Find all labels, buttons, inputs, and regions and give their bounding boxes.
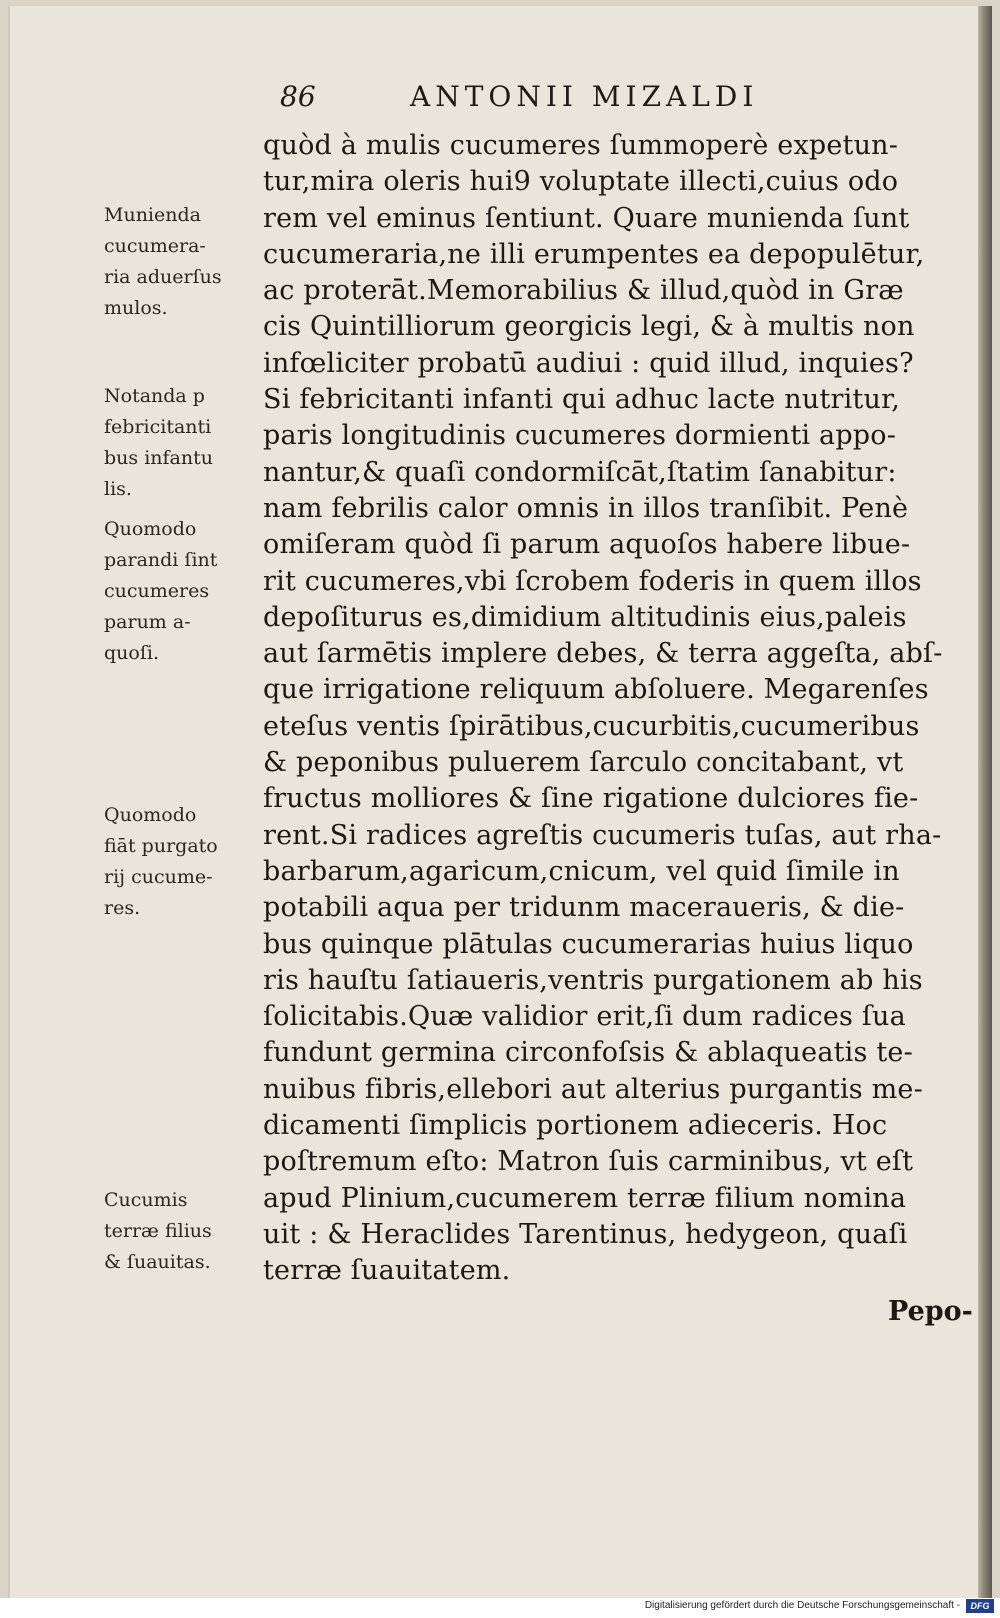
text-line: que irrigatione reliquum abſoluere. Megarenſes <box>263 674 929 706</box>
text-line: uit : & Heraclides Tarentinus, hedygeon, quaſi <box>263 1218 908 1250</box>
marginal-note-line: Munienda <box>104 204 201 226</box>
marginal-note-line: rij cucume- <box>104 866 213 888</box>
marginal-note <box>104 514 264 669</box>
marginal-note-line: & ſuauitas. <box>104 1251 211 1273</box>
marginal-note-line: cucumera- <box>104 235 206 257</box>
text-line: depoſiturus es,dimidium altitudinis eius,paleis <box>263 601 907 633</box>
text-line: eteſus ventis ſpirātibus,cucurbitis,cucumeribus <box>263 710 920 742</box>
text-line: rent.Si radices agreſtis cucumeris tuſas, aut rha- <box>263 819 942 851</box>
marginal-note <box>104 200 264 324</box>
page-number: 86 <box>280 80 316 113</box>
text-line: bus quinque plātulas cucumerarias huius liquo <box>263 928 914 960</box>
text-line: rit cucumeres,vbi ſcrobem foderis in quem illos <box>263 565 922 597</box>
text-line: apud Plinium,cucumerem terræ filium nomina <box>263 1182 907 1214</box>
text-line: quòd à mulis cucumeres ſummoperè expetun- <box>263 130 899 161</box>
text-line: barbarum,agaricum,cnicum, vel quid ſimile in <box>263 855 900 887</box>
text-line: rem vel eminus ſentiunt. Quare munienda ſunt <box>263 202 910 234</box>
marginal-note-line: cucumeres <box>104 580 210 602</box>
page-edge-shadow <box>978 6 992 1598</box>
marginal-note-line: bus infantu <box>104 447 213 469</box>
text-line: & peponibus puluerem ſarculo concitabant, vt <box>263 747 904 779</box>
marginal-note-line: febricitanti <box>104 416 212 438</box>
marginal-note-line: mulos. <box>104 297 168 319</box>
text-line: nam febrilis calor omnis in illos tranſibit. Penè <box>263 492 909 524</box>
text-line: ac proterāt.Memorabilius & illud,quòd in Græ <box>263 275 904 307</box>
marginal-note-line: Notanda p <box>104 385 205 407</box>
text-line: Si febricitanti infanti qui adhuc lacte nutritur, <box>263 384 900 416</box>
marginal-note-line: quoſi. <box>104 642 159 664</box>
catchword: Pepo- <box>888 1296 973 1327</box>
marginal-note-line: fiāt purgato <box>104 835 218 857</box>
running-head: ANTONII MIZALDI <box>410 80 759 113</box>
text-line: potabili aqua per tridunm maceraueris, & die- <box>263 892 905 924</box>
marginal-note <box>104 381 264 505</box>
text-line: terræ ſuauitatem. <box>263 1255 511 1287</box>
marginal-note-line: parum a- <box>104 611 191 633</box>
text-line: nuibus fibris,ellebori aut alterius purgantis me- <box>263 1073 923 1105</box>
text-line: cucumeraria,ne illi erumpentes ea depopulētur, <box>263 238 925 270</box>
text-line: fructus molliores & ſine rigatione dulciores fie- <box>263 783 919 815</box>
marginal-note-line: parandi ſint <box>104 549 218 571</box>
text-line: infœliciter probatū audiui : quid illud, inquies? <box>263 347 914 379</box>
text-line: omiſeram quòd ſi parum aquoſos habere libue- <box>263 529 911 561</box>
text-line: aut ſarmētis implere debes, & terra aggeſta, abſ- <box>263 638 943 670</box>
marginal-note-line: res. <box>104 897 141 919</box>
text-line: fundunt germina circonfoſsis & ablaqueatis te- <box>263 1037 913 1069</box>
main-text-block <box>263 128 963 1290</box>
dfg-logo: DFG <box>966 1599 994 1613</box>
footer-credit: Digitalisierung gefördert durch die Deutsche Forschungsgemeinschaft - <box>644 1600 960 1611</box>
marginal-note-line: Quomodo <box>104 518 197 540</box>
text-line: ſolicitabis.Quæ validior erit,ſi dum radices ſua <box>263 1001 906 1033</box>
marginal-note-line: lis. <box>104 478 132 500</box>
marginal-note-line: ria aduerſus <box>104 266 222 288</box>
text-line: cis Quintilliorum georgicis legi, & à multis non <box>263 311 915 343</box>
text-line: dicamenti ſimplicis portionem adieceris. Hoc <box>263 1110 888 1142</box>
marginal-note <box>104 1185 264 1278</box>
marginal-note <box>104 800 264 924</box>
text-line: ris hauſtu ſatiaueris,ventris purgationem ab his <box>263 964 923 996</box>
text-line: paris longitudinis cucumeres dormienti appo- <box>263 420 897 452</box>
text-line: tur,mira oleris hui9 voluptate illecti,cuius odo <box>263 166 899 198</box>
text-line: nantur,& quaſi condormiſcāt,ſtatim ſanabitur: <box>263 456 897 488</box>
marginal-note-line: terræ filius <box>104 1220 212 1242</box>
marginal-note-line: Quomodo <box>104 804 197 826</box>
page-header <box>280 80 840 120</box>
marginal-note-line: Cucumis <box>104 1189 188 1211</box>
text-line: poſtremum eſto: Matron ſuis carminibus, vt eſt <box>263 1146 914 1178</box>
